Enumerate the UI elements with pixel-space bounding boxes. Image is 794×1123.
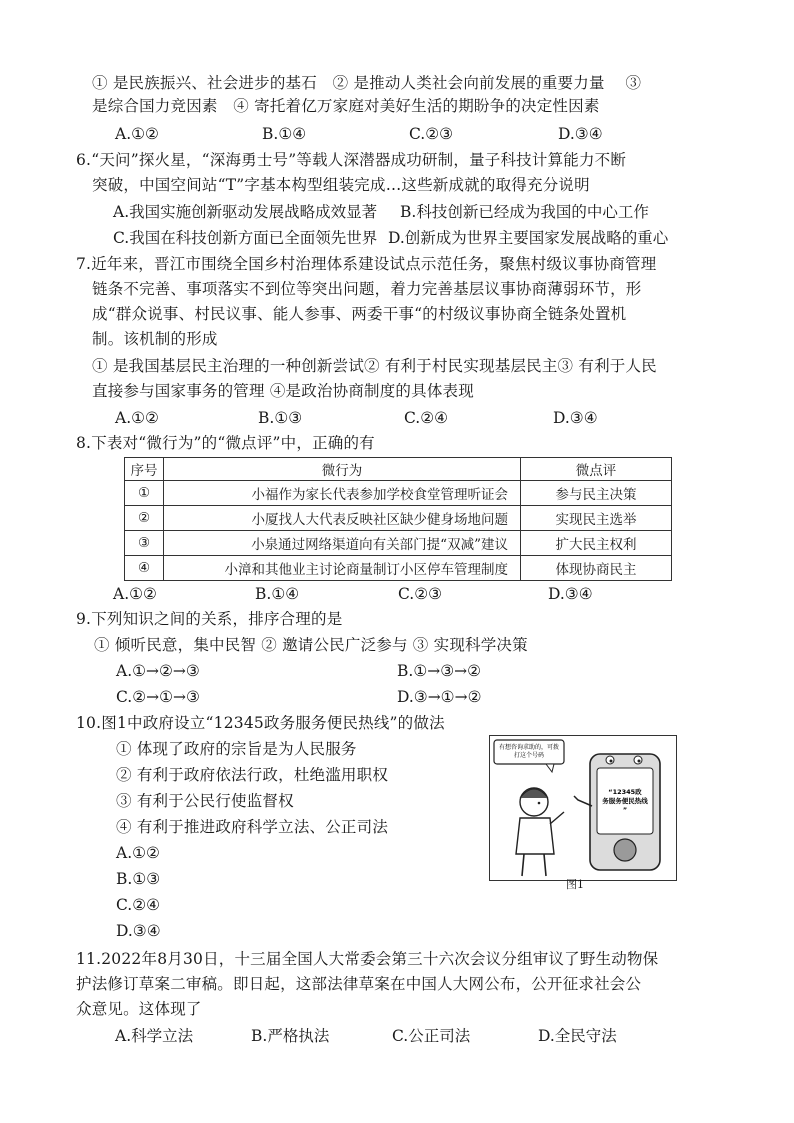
cartoon-illustration	[490, 736, 676, 880]
q5-statements-line1: ① 是民族振兴、社会进步的基石 ② 是推动人类社会向前发展的重要力量 ③	[92, 74, 642, 92]
q9-items: ① 倾听民意，集中民智 ② 邀请公民广泛参与 ③ 实现科学决策	[94, 636, 528, 654]
q7-statements-line2: 直接参与国家事务的管理 ④是政治协商制度的具体表现	[92, 382, 474, 400]
q9-stem: 9.下列知识之间的关系，排序合理的是	[76, 610, 343, 628]
q10-statement-1: ① 体现了政府的宗旨是为人民服务	[116, 740, 357, 758]
table-header-cell: 微点评	[521, 458, 672, 481]
table-cell-number: ④	[125, 556, 164, 581]
speech-bubble-text: 有想咨询求助的，可拨打这个号码	[498, 744, 560, 759]
q10-stem: 10.图1中政府设立“12345政务服务便民热线”的做法	[76, 714, 445, 732]
q11-stem-line2: 护法修订草案二审稿。即日起，这部法律草案在中国人大网公布，公开征求社会公	[76, 975, 642, 993]
q6-option-a[interactable]: A.我国实施创新驱动发展战略成效显著	[113, 203, 378, 221]
q10-option-c[interactable]: C.②④	[116, 896, 161, 914]
figure-1-caption: 图1	[566, 878, 584, 891]
q7-statements-line1: ① 是我国基层民主治理的一种创新尝试② 有利于村民实现基层民主③ 有利于人民	[92, 357, 657, 375]
q8-option-c[interactable]: C.②③	[398, 585, 443, 603]
table-row	[125, 531, 672, 556]
q10-statement-2: ② 有利于政府依法行政，杜绝滥用职权	[116, 766, 389, 784]
q10-option-d[interactable]: D.③④	[116, 922, 161, 940]
q11-stem-line1: 11.2022年8月30日，十三届全国人大常委会第三十六次会议分组审议了野生动物保	[76, 950, 659, 968]
q5-option-d[interactable]: D.③④	[558, 125, 603, 143]
table-cell-number: ②	[125, 506, 164, 531]
q5-option-c[interactable]: C.②③	[409, 125, 454, 143]
q5-option-a[interactable]: A.①②	[115, 125, 159, 143]
q7-option-b[interactable]: B.①③	[258, 409, 303, 427]
q8-option-b[interactable]: B.①④	[255, 585, 300, 603]
q9-option-d[interactable]: D.③→①→②	[397, 688, 482, 706]
q8-table	[124, 457, 672, 581]
table-row	[125, 556, 672, 581]
q8-stem: 8.下表对“微行为”的“微点评”中，正确的有	[76, 434, 375, 452]
q9-option-a[interactable]: A.①→②→③	[116, 662, 200, 680]
q11-stem-line3: 众意见。这体现了	[76, 1000, 202, 1018]
q7-stem-line1: 7.近年来，晋江市围绕全国乡村治理体系建设试点示范任务，聚焦村级议事协商管理	[76, 255, 657, 273]
table-cell-behavior: 小泉通过网络渠道向有关部门提“双减”建议	[164, 531, 521, 556]
table-cell-comment: 扩大民主权利	[521, 531, 672, 556]
phone-button	[614, 839, 636, 861]
table-cell-behavior: 小漳和其他业主讨论商量制订小区停车管理制度	[164, 556, 521, 581]
q7-stem-line3: 成“群众说事、村民议事、能人参事、两委干事“的村级议事协商全链条处置机	[92, 305, 627, 323]
q11-option-d[interactable]: D.全民守法	[538, 1027, 617, 1045]
table-header-row	[125, 458, 672, 481]
table-header-cell: 序号	[125, 458, 164, 481]
q10-statement-4: ④ 有利于推进政府科学立法、公正司法	[116, 818, 389, 836]
q9-option-c[interactable]: C.②→①→③	[116, 688, 200, 706]
q8-option-d[interactable]: D.③④	[548, 585, 593, 603]
q7-option-a[interactable]: A.①②	[115, 409, 159, 427]
table-cell-behavior: 小福作为家长代表参加学校食堂管理听证会	[164, 481, 521, 506]
q7-option-c[interactable]: C.②④	[404, 409, 449, 427]
table-row	[125, 481, 672, 506]
q10-option-b[interactable]: B.①③	[116, 870, 161, 888]
q6-stem-line1: 6.“天问”探火星，“深海勇士号”等载人深潜器成功研制，量子科技计算能力不断	[76, 151, 627, 169]
q10-statement-3: ③ 有利于公民行使监督权	[116, 792, 294, 810]
q8-option-a[interactable]: A.①②	[113, 585, 157, 603]
man-body	[516, 818, 554, 854]
table-cell-comment: 参与民主决策	[521, 481, 672, 506]
q5-option-b[interactable]: B.①④	[262, 125, 307, 143]
table-cell-number: ①	[125, 481, 164, 506]
table-cell-comment: 实现民主选举	[521, 506, 672, 531]
q6-option-b[interactable]: B.科技创新已经成为我国的中心工作	[400, 203, 649, 221]
q11-option-a[interactable]: A.科学立法	[115, 1027, 194, 1045]
q5-statements-line2: 是综合国力竞因素 ④ 寄托着亿万家庭对美好生活的期盼争的决定性因素	[92, 97, 600, 115]
table-cell-comment: 体现协商民主	[521, 556, 672, 581]
q7-stem-line2: 链条不完善、事项落实不到位等突出问题，着力完善基层议事协商薄弱环节，形	[92, 280, 642, 298]
q11-option-b[interactable]: B.严格执法	[251, 1027, 330, 1045]
q10-option-a[interactable]: A.①②	[116, 844, 160, 862]
q7-option-d[interactable]: D.③④	[553, 409, 598, 427]
q7-stem-line4: 制。该机制的形成	[92, 330, 218, 348]
table-cell-behavior: 小厦找人大代表反映社区缺少健身场地问题	[164, 506, 521, 531]
q6-option-c[interactable]: C.我国在科技创新方面已全面领先世界	[113, 229, 378, 247]
table-header-cell: 微行为	[164, 458, 521, 481]
q6-option-d[interactable]: D.创新成为世界主要国家发展战略的重心	[388, 229, 669, 247]
q11-option-c[interactable]: C.公正司法	[392, 1027, 471, 1045]
figure-1-cartoon	[489, 735, 677, 881]
table-row	[125, 506, 672, 531]
q9-option-b[interactable]: B.①→③→②	[397, 662, 481, 680]
table-cell-number: ③	[125, 531, 164, 556]
phone-hotline-text: “12345政务服务便民热线”	[602, 788, 648, 814]
q6-stem-line2: 突破，中国空间站“T”字基本构型组装完成…这些新成就的取得充分说明	[92, 176, 590, 194]
